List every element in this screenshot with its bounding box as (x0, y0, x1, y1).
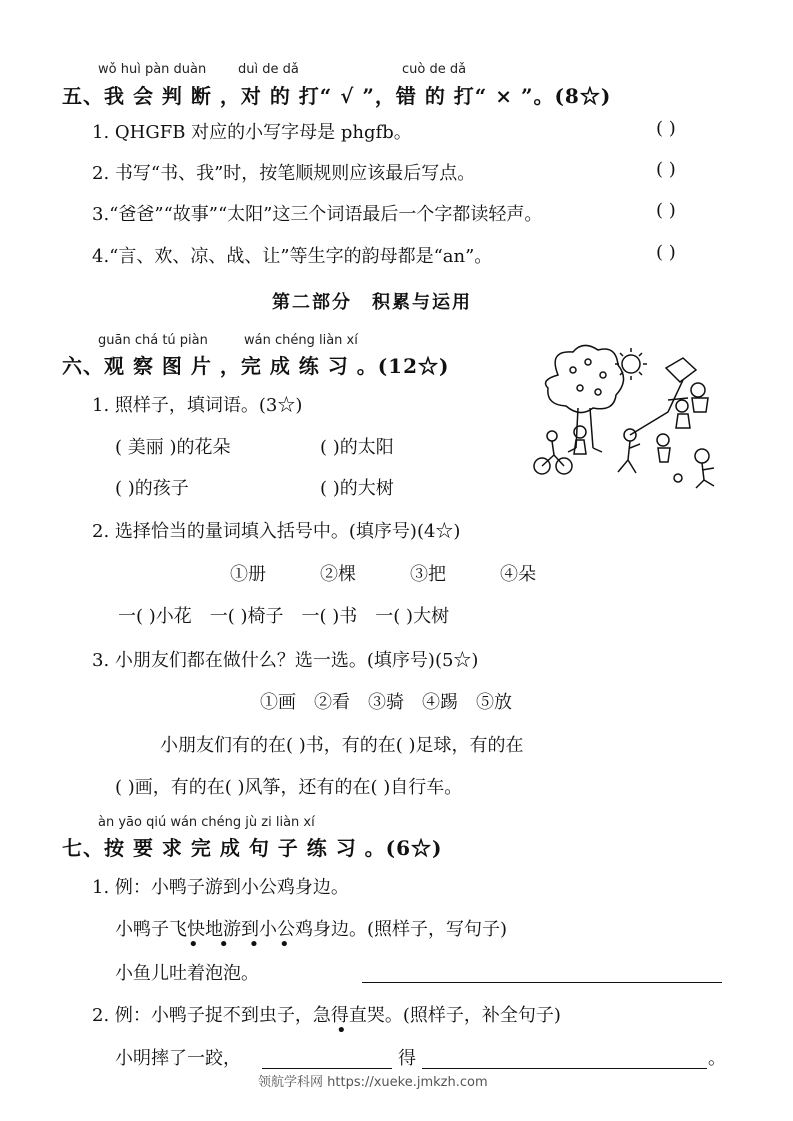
s6-q3-line1[interactable]: 小朋友们有的在( )书，有的在( )足球，有的在 (160, 735, 524, 756)
section-7-heading: 七、按 要 求 完 成 句 子 练 习 。(6☆) (62, 836, 443, 860)
s5-item-3: 3.“爸爸”“故事”“太阳”这三个词语最后一个字都读轻声。 (92, 204, 543, 225)
s5-answer-3[interactable]: ( ) (656, 200, 676, 221)
pinyin-guan-cha-tu-pian: guān chá tú piàn (98, 333, 208, 348)
emphasis-dot: • (336, 1020, 354, 1041)
s5-answer-1[interactable]: ( ) (656, 118, 676, 139)
part-2-title: 第二部分 积累与运用 (272, 292, 472, 313)
pinyin-an-yao-qiu-wan-cheng-ju-zi-lian-xi: àn yāo qiú wán chéng jù zi liàn xí (98, 815, 315, 830)
s5-item-1: 1. QHGFB 对应的小写字母是 phgfb。 (92, 122, 412, 143)
s7-example-2-prompt: 小明摔了一跤， (115, 1048, 241, 1069)
s6-q3-line2[interactable]: ( )画，有的在( )风筝，还有的在( )自行车。 (115, 777, 463, 798)
s6-q2-fill[interactable]: 一( )小花 一( )椅子 一( )书 一( )大树 (118, 606, 450, 627)
s6-q1-row2a[interactable]: ( )的孩子 (115, 478, 189, 499)
s6-q1-row1a: ( 美丽 )的花朵 (115, 437, 231, 458)
section-6-heading: 六、观 察 图 片 ，完 成 练 习 。(12☆) (62, 354, 450, 378)
s5-item-2: 2. 书写“书、我”时，按笔顺规则应该最后写点。 (92, 163, 476, 184)
s7-answer-line-1[interactable] (362, 962, 722, 983)
s7-example-1-prompt: 小鱼儿吐着泡泡。 (115, 963, 259, 984)
pinyin-dui-de-da: duì de dǎ (238, 62, 299, 77)
s7-example-2: 2. 例：小鸭子捉不到虫子，急得直哭。(照样子，补全句子) (92, 1005, 561, 1026)
s6-q1-title: 1. 照样子，填词语。(3☆) (92, 395, 303, 416)
s7-example-1: 1. 例：小鸭子游到小公鸡身边。 (92, 877, 349, 898)
section-5-heading: 五、我 会 判 断 ，对 的 打“ √ ”，错 的 打“ × ”。(8☆) (62, 84, 612, 108)
s5-answer-4[interactable]: ( ) (656, 242, 676, 263)
s7-period: 。 (708, 1048, 726, 1069)
s6-q3-title: 3. 小朋友们都在做什么？选一选。(填序号)(5☆) (92, 650, 479, 671)
s5-item-4: 4.“言、欢、凉、战、让”等生字的韵母都是“an”。 (92, 246, 493, 267)
emphasis-dots: • • • • (188, 934, 297, 955)
s5-answer-2[interactable]: ( ) (656, 159, 676, 180)
footer-watermark: 领航学科网 https://xueke.jmkzh.com (258, 1075, 488, 1090)
s7-answer-line-2a[interactable] (262, 1048, 392, 1069)
s6-q1-row1b[interactable]: ( )的太阳 (320, 437, 394, 458)
s6-q2-options: ①册 ②棵 ③把 ④朵 (230, 564, 536, 585)
children-playing-illustration (518, 340, 723, 490)
s7-example-1-model: 小鸭子飞快地游到小公鸡身边。(照样子，写句子) (115, 919, 508, 940)
pinyin-wan-cheng-lian-xi: wán chéng liàn xí (244, 333, 358, 348)
s7-answer-line-2b[interactable] (422, 1048, 707, 1069)
pinyin-cuo-de-da: cuò de dǎ (402, 62, 467, 77)
pinyin-wo-hui-pan-duan: wǒ huì pàn duàn (98, 62, 207, 77)
s6-q2-title: 2. 选择恰当的量词填入括号中。(填序号)(4☆) (92, 521, 461, 542)
s6-q3-options: ①画 ②看 ③骑 ④踢 ⑤放 (260, 692, 512, 713)
s6-q1-row2b[interactable]: ( )的大树 (320, 478, 394, 499)
s7-de-character: 得 (398, 1048, 416, 1069)
